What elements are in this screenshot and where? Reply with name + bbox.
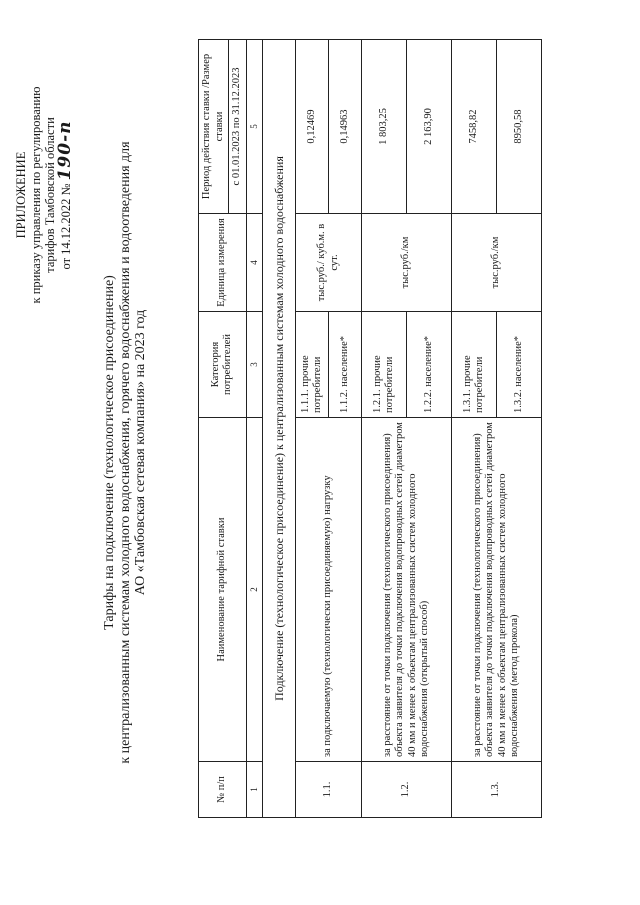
- section-row: [262, 40, 296, 818]
- appendix-label: ПРИЛОЖЕНИЕ: [14, 151, 28, 239]
- column-number-row: [246, 40, 262, 818]
- row-value: 0,12469: [296, 40, 329, 214]
- document-title: [102, 0, 149, 905]
- row-unit: тыс.руб./ куб.м. в сут.: [296, 214, 362, 312]
- row-category: 1.2.1. прочие потребители: [362, 312, 407, 418]
- order-date: от 14.12.2022 №: [58, 183, 73, 270]
- row-unit: тыс.руб./км: [452, 214, 542, 312]
- order-ref-line1: к приказу управления по регулированию: [28, 86, 43, 304]
- col-number-5: 5: [246, 40, 262, 214]
- header-category: Категория потребителей: [199, 312, 247, 418]
- tariff-table: [198, 39, 542, 818]
- col-number-4: 4: [246, 214, 262, 312]
- table-row: [296, 40, 329, 818]
- title-line1: Тарифы на подключение (технологическое присоединение): [102, 275, 117, 630]
- table-row: [362, 40, 407, 818]
- order-ref-line3: [54, 45, 75, 345]
- col-number-3: 3: [246, 312, 262, 418]
- row-name: за расстояние от точки подключения (технологического присоединения) объекта заявителя до точки подключения водопроводных сетей диаметром 40 мм и менее к объектам централизованных систем холодного водоснабжения (открытый способ): [362, 418, 452, 762]
- appendix-header: [14, 45, 73, 345]
- header-num: № п/п: [199, 762, 247, 818]
- row-value: 1 803,25: [362, 40, 407, 214]
- row-value: 0,14963: [329, 40, 362, 214]
- header-name: Наименование тарифной ставки: [199, 418, 247, 762]
- header-period-range: с 01.01.2023 по 31.12.2023: [229, 40, 247, 214]
- row-category: 1.3.1. прочие потребители: [452, 312, 497, 418]
- row-number: 1.3.: [452, 762, 542, 818]
- order-number-handwritten: 190-п: [54, 120, 75, 181]
- section-title: Подключение (технологическое присоединение) к централизованным системам холодного водоснабжения: [262, 40, 296, 818]
- row-category: 1.1.1. прочие потребители: [296, 312, 329, 418]
- row-value: 8950,58: [497, 40, 542, 214]
- row-category: 1.1.2. население*: [329, 312, 362, 418]
- row-category: 1.3.2. население*: [497, 312, 542, 418]
- col-number-2: 2: [246, 418, 262, 762]
- row-number: 1.2.: [362, 762, 452, 818]
- table-row: [452, 40, 497, 818]
- row-value: 7458,82: [452, 40, 497, 214]
- col-number-1: 1: [246, 762, 262, 818]
- row-name: за подключаемую (технологически присоединяемую) нагрузку: [296, 418, 362, 762]
- header-unit: Единица измерения: [199, 214, 247, 312]
- row-number: 1.1.: [296, 762, 362, 818]
- order-ref-line2: тарифов Тамбовской области: [43, 117, 57, 273]
- header-row: [199, 40, 229, 818]
- title-line2: к централизованным системам холодного водоснабжения, горячего водоснабжения и водоотведения для: [117, 141, 133, 764]
- row-unit: тыс.руб./км: [362, 214, 452, 312]
- header-period: Период действия ставки /Размер ставки: [199, 40, 229, 214]
- title-line3: АО «Тамбовская сетевая компания» на 2023 год: [133, 309, 148, 596]
- row-value: 2 163,90: [407, 40, 452, 214]
- row-name: за расстояние от точки подключения (технологического присоединения) объекта заявителя до точки подключения водопроводных сетей диаметром 40 мм и менее к объектам централизованных систем холодного водоснабжения (метод прокола): [452, 418, 542, 762]
- row-category: 1.2.2. население*: [407, 312, 452, 418]
